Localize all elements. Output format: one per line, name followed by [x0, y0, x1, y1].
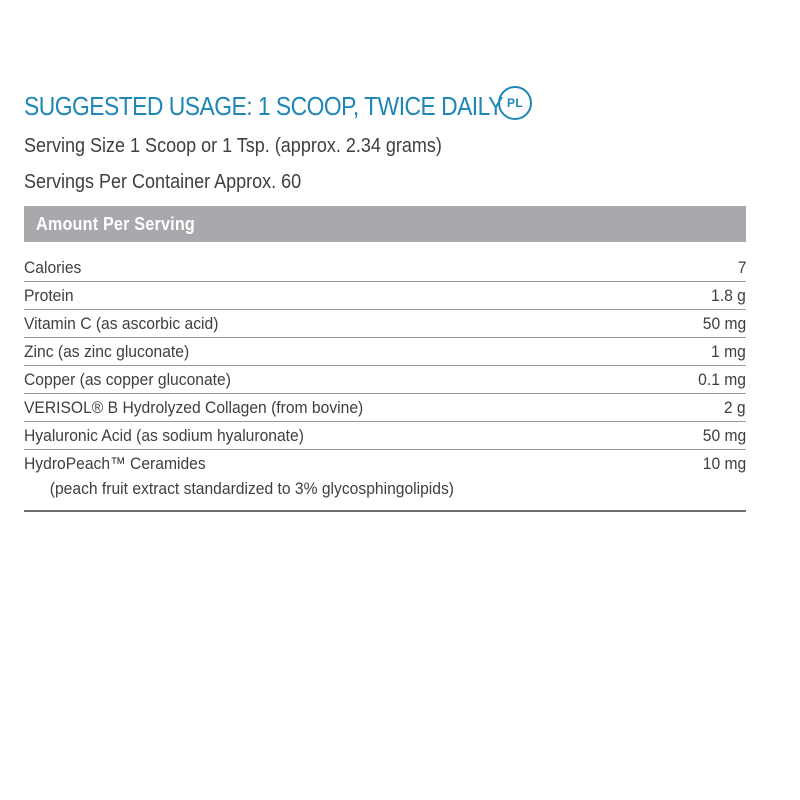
ingredient-name: Zinc (as zinc gluconate): [24, 342, 190, 361]
amount-per-serving-label: Amount Per Serving: [36, 213, 195, 234]
ingredient-name-main: HydroPeach™ Ceramides: [24, 454, 206, 473]
ingredient-name-detail: (peach fruit extract standardized to 3% glycosphingolipids): [49, 479, 455, 498]
pl-badge-icon: PL: [498, 86, 532, 120]
suggested-usage-heading: SUGGESTED USAGE: 1 SCOOP, TWICE DAILY: [24, 91, 503, 121]
serving-size: Serving Size 1 Scoop or 1 Tsp. (approx. 2.34 grams): [24, 135, 442, 157]
servings-per-container: Servings Per Container Approx. 60: [24, 171, 302, 193]
ingredient-name: Hyaluronic Acid (as sodium hyaluronate): [24, 426, 304, 445]
table-row: [24, 254, 746, 282]
table-rows: [24, 254, 746, 512]
table-row: [24, 366, 746, 394]
ingredient-amount: 50 mg: [702, 426, 746, 445]
table-row: [24, 450, 746, 510]
ingredient-name: VERISOL® B Hydrolyzed Collagen (from bovine): [24, 398, 364, 417]
supplement-facts-panel: [24, 84, 746, 512]
ingredient-name: Calories: [24, 258, 82, 277]
usage-heading-row: [24, 84, 746, 128]
ingredient-amount: 7: [737, 258, 746, 277]
table-row: [24, 422, 746, 450]
table-header: [24, 206, 746, 242]
ingredient-name: Vitamin C (as ascorbic acid): [24, 314, 219, 333]
table-row: [24, 338, 746, 366]
ingredient-amount: 1.8 g: [711, 286, 746, 305]
table-row: [24, 282, 746, 310]
ingredient-name: Protein: [24, 286, 74, 305]
ingredient-amount: 0.1 mg: [698, 370, 746, 389]
ingredient-amount: 10 mg: [702, 454, 746, 473]
nutrition-table: [24, 206, 746, 512]
ingredient-amount: 50 mg: [702, 314, 746, 333]
table-row: [24, 310, 746, 338]
table-row: [24, 394, 746, 422]
ingredient-amount: 2 g: [724, 398, 746, 417]
ingredient-name: Copper (as copper gluconate): [24, 370, 231, 389]
ingredient-name: [24, 452, 454, 502]
ingredient-amount: 1 mg: [711, 342, 746, 361]
